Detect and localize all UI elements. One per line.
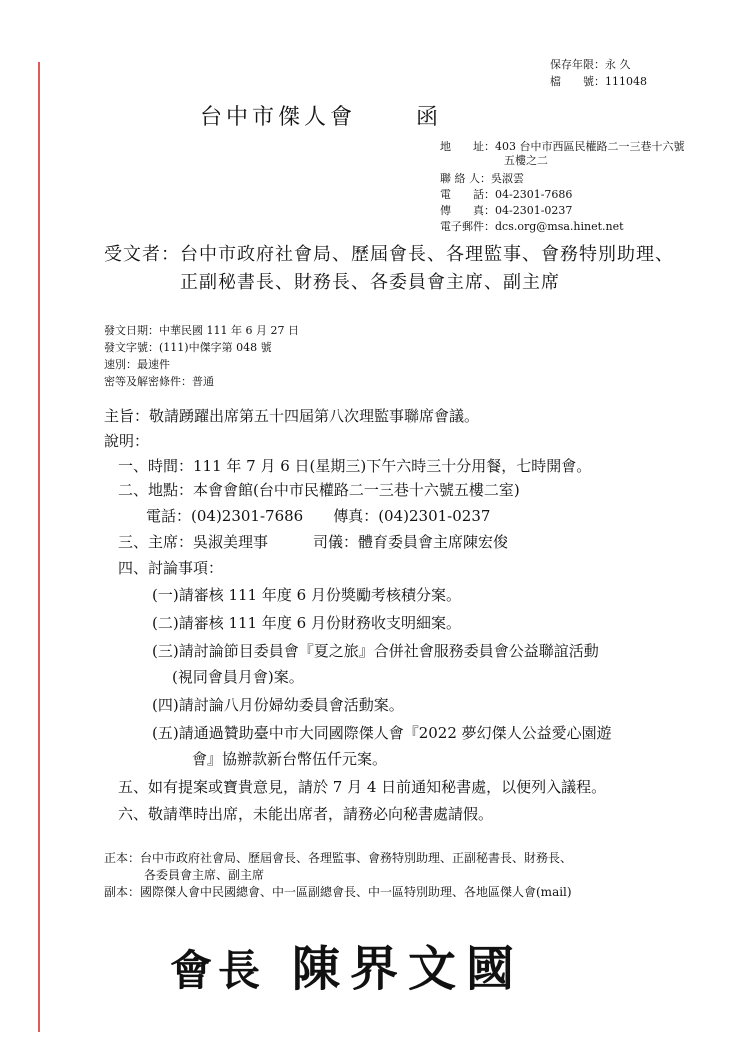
issue-date: 發文日期：中華民國 111 年 6 月 27 日: [104, 324, 299, 337]
issue-number: 發文字號：(111)中傑字第 048 號: [104, 341, 272, 354]
discussion-item-1: (一)請審核 111 年度 6 月份獎勵考核積分案。: [152, 586, 461, 604]
file-number-value: 111048: [605, 75, 647, 88]
discussion-item-3: (三)請討論節目委員會『夏之旅』合併社會服務委員會公益聯誼活動: [152, 642, 599, 660]
distribution-copy: 副本：國際傑人會中民國總會、中一區副總會長、中一區特別助理、各地區傑人會(mail): [104, 885, 572, 899]
discussion-item-5-cont: 會』協辦款新台幣伍仟元案。: [192, 750, 388, 768]
item-time: 一、時間：111 年 7 月 6 日(星期三)下午六時三十分用餐，七時開會。: [118, 457, 592, 475]
address-line1: 403 台中市西區民權路二一三巷十六號: [495, 140, 685, 153]
item-chair: 三、主席：吳淑美理事 司儀：體育委員會主席陳宏俊: [118, 533, 509, 551]
subject: 主旨：敬請踴躍出席第五十四屆第八次理監事聯席會議。: [104, 407, 480, 425]
item-proposal: 五、如有提案或寶貴意見，請於 7 月 4 日前通知秘書處，以便列入議程。: [118, 778, 607, 796]
signature-name: 陳界文國: [292, 941, 525, 997]
recipient-line2: 正副秘書長、財務長、各委員會主席、副主席: [180, 272, 560, 293]
email: dcs.org@msa.hinet.net: [495, 220, 624, 233]
retention-label: 保存年限：: [550, 58, 605, 71]
item-attendance: 六、敬請準時出席，未能出席者，請務必向秘書處請假。: [118, 805, 494, 823]
distribution-main: 正本：台中市政府社會局、歷屆會長、各理監事、會務特別助理、正副秘書長、財務長、: [104, 851, 573, 865]
org-title: 台中市傑人會: [200, 105, 357, 130]
signature-title: 會長: [170, 946, 267, 995]
margin-line: [38, 62, 40, 1032]
discussion-item-2: (二)請審核 111 年度 6 月份財務收支明細案。: [152, 614, 461, 632]
item-location: 二、地點：本會會館(台中市民權路二一三巷十六號五樓二室): [118, 481, 520, 499]
discussion-item-5: (五)請通過贊助臺中市大同國際傑人會『2022 夢幻傑人公益愛心園遊: [152, 724, 612, 742]
phone: 04-2301-7686: [495, 188, 573, 201]
fax-label: 傳 真：: [440, 204, 495, 217]
document-title: [200, 100, 442, 131]
doc-type: 函: [416, 105, 443, 130]
contact-person-label: 聯 絡 人：: [440, 172, 491, 185]
email-label: 電子郵件：: [440, 220, 495, 233]
file-number-row: [550, 75, 647, 89]
recipient-line1: 受文者：台中市政府社會局、歷屆會長、各理監事、會務特別助理、: [104, 244, 674, 265]
retention-row: [550, 58, 631, 72]
item-location-phone: 電話：(04)2301-7686 傳真：(04)2301-0237: [146, 507, 491, 525]
distribution-main-cont: 各委員會主席、副主席: [144, 868, 265, 882]
speed-class: 速別：最速件: [104, 358, 170, 371]
explain-label: 說明：: [104, 432, 150, 450]
file-number-label: 檔 號：: [550, 75, 605, 88]
item-discussion: 四、討論事項：: [118, 559, 224, 577]
phone-label: 電 話：: [440, 188, 495, 201]
address-line2: 五樓之二: [504, 154, 548, 167]
discussion-item-3-cont: (視同會員月會)案。: [172, 668, 304, 686]
secrecy-class: 密等及解密條件：普通: [104, 375, 214, 388]
fax: 04-2301-0237: [495, 204, 573, 217]
discussion-item-4: (四)請討論八月份婦幼委員會活動案。: [152, 696, 404, 714]
address-label: 地 址：: [440, 140, 495, 153]
contact-block: [440, 140, 685, 236]
contact-person: 吳淑雲: [491, 172, 524, 185]
retention-value: 永 久: [605, 58, 631, 71]
